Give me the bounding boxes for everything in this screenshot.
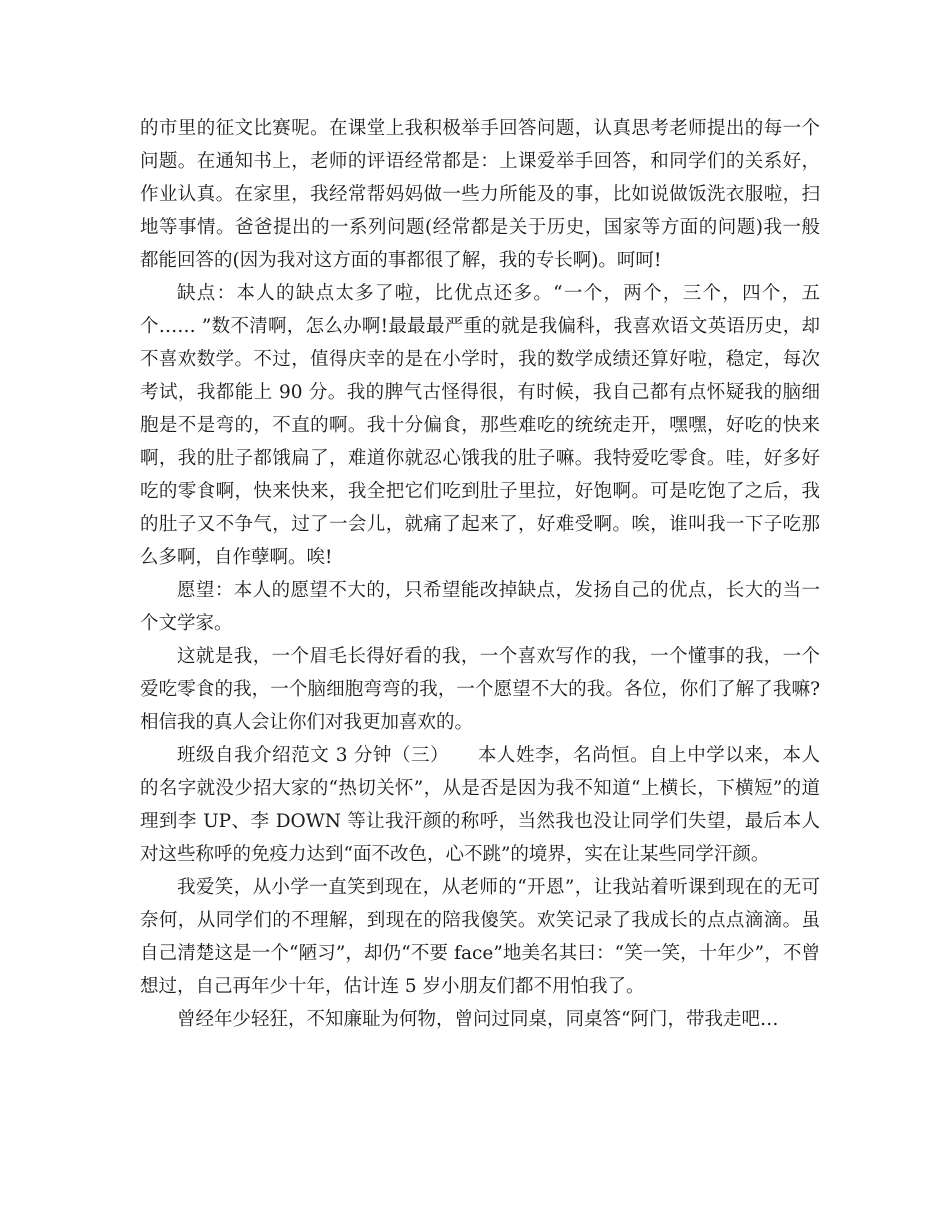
paragraph-wish: 愿望：本人的愿望不大的，只希望能改掉缺点，发扬自己的优点，长大的当一个文学家。	[140, 580, 820, 634]
paragraph-strengths-continued: 的市里的征文比赛呢。在课堂上我积极举手回答问题，认真思考老师提出的每一个问题。在通知书上，老师的评语经常都是：上课爱举手回答，和同学们的关系好，作业认真。在家里，我经常帮妈妈做一些力所能及的事，比如说做饭洗衣服啦，扫地等事情。爸爸提出的一系列问题(经常都是关于历史，国家等方面的问题)我一般都能回答的(因为我对这方面的事都很了解，我的专长啊)。呵呵!	[140, 118, 820, 271]
paragraph-essay-three-intro: 班级自我介绍范文 3 分钟（三） 本人姓李，名尚恒。自上中学以来，本人的名字就没少招大家的“热切关怀”，从是否是因为我不知道“上横长，下横短”的道理到李 UP、李 DOWN 等让我汗颜的称呼，当然我也没让同学们失望，最后本人对这些称呼的免疫力达到“面不改色，心不跳”的境界，实在让某些同学汗颜。	[140, 745, 820, 865]
document-page	[140, 112, 820, 1036]
paragraph-summary: 这就是我，一个眉毛长得好看的我，一个喜欢写作的我，一个懂事的我，一个爱吃零食的我，一个脑细胞弯弯的我，一个愿望不大的我。各位，你们了解了我嘛?相信我的真人会让你们对我更加喜欢的。	[140, 646, 820, 733]
paragraph-weaknesses: 缺点：本人的缺点太多了啦，比优点还多。“一个，两个，三个，四个，五个…… ”数不清啊，怎么办啊!最最最严重的就是我偏科，我喜欢语文英语历史，却不喜欢数学。不过，值得庆幸的是在小学时，我的数学成绩还算好啦，稳定，每次考试，我都能上 90 分。我的脾气古怪得很，有时候，我自己都有点怀疑我的脑细胞是不是弯的，不直的啊。我十分偏食，那些难吃的统统走开，嘿嘿，好吃的快来啊，我的肚子都饿扁了，难道你就忍心饿我的肚子嘛。我特爱吃零食。哇，好多好吃的零食啊，快来快来，我全把它们吃到肚子里拉，好饱啊。可是吃饱了之后，我的肚子又不争气，过了一会儿，就痛了起来了，好难受啊。唉，谁叫我一下子吃那么多啊，自作孽啊。唉!	[140, 283, 820, 568]
paragraph-laughing: 我爱笑，从小学一直笑到现在，从老师的“开恩”，让我站着听课到现在的无可奈何，从同学们的不理解，到现在的陪我傻笑。欢笑记录了我成长的点点滴滴。虽自己清楚这是一个“陋习”，却仍“不要 face”地美名其曰：“笑一笑，十年少”，不曾想过，自己再年少十年，估计连 5 岁小朋友们都不用怕我了。	[140, 877, 820, 997]
paragraph-youth: 曾经年少轻狂，不知廉耻为何物，曾问过同桌，同桌答“阿门，带我走吧…	[177, 1009, 779, 1030]
